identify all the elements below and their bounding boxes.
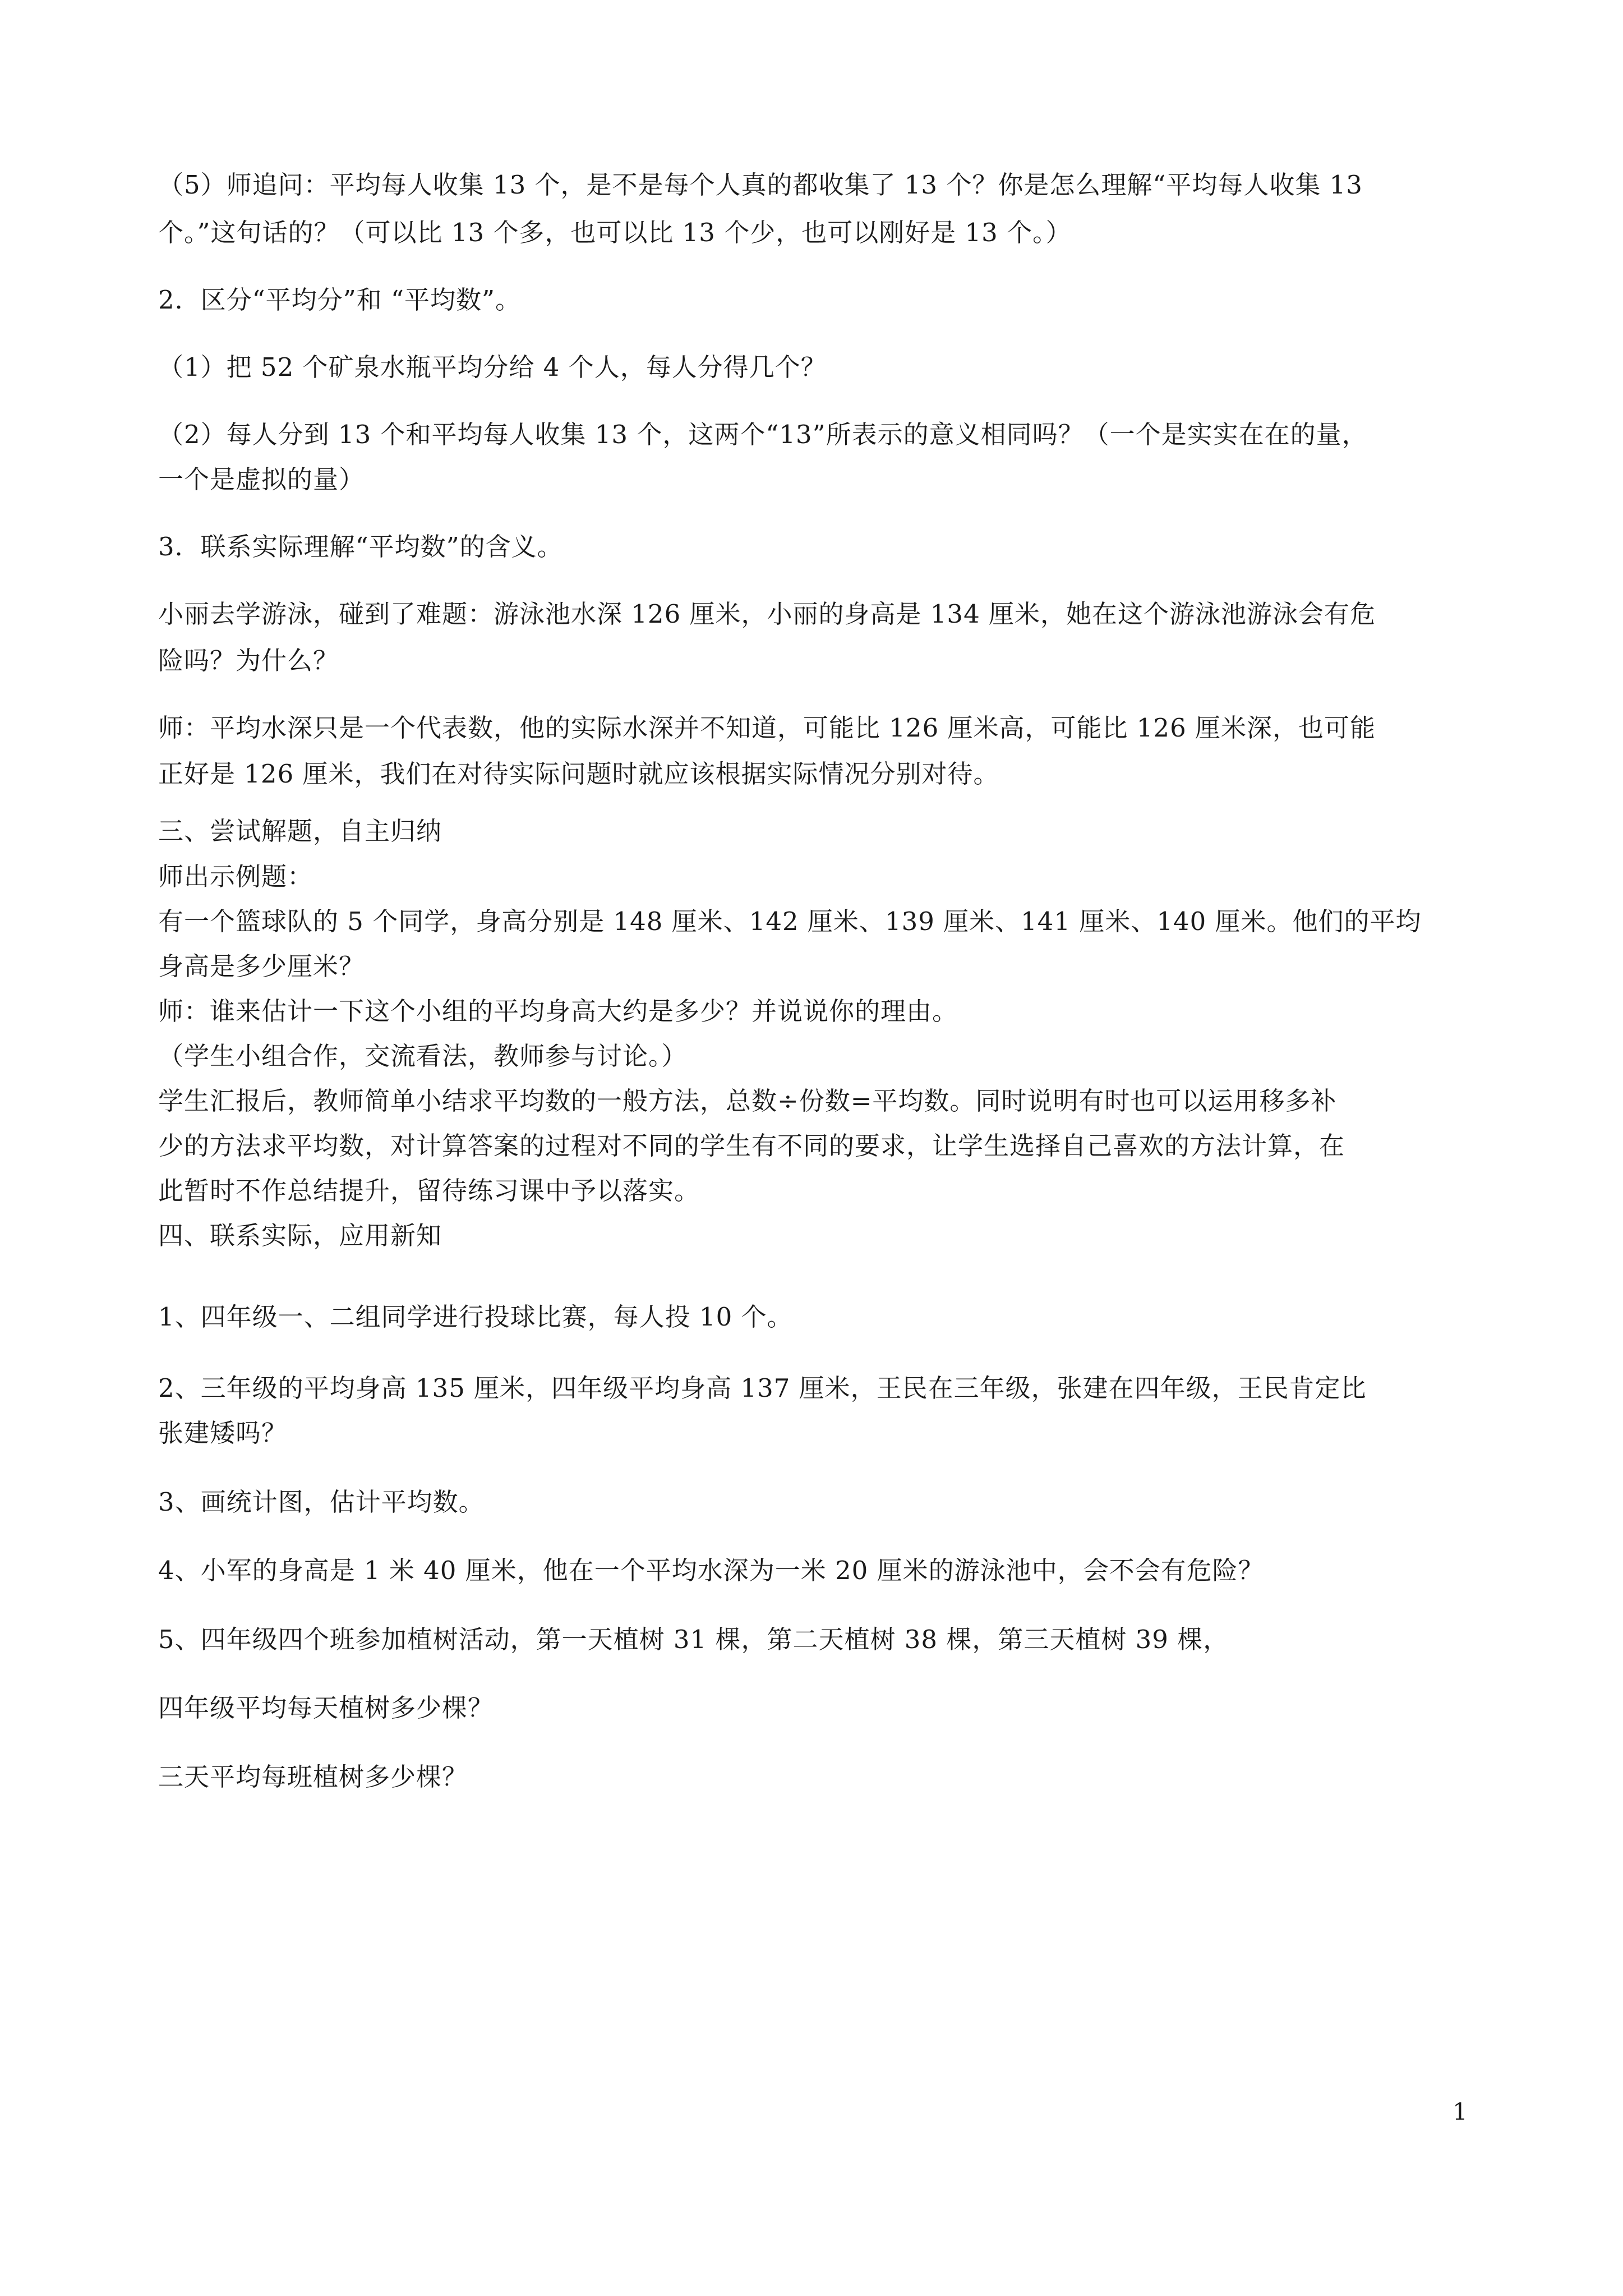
section-heading: 四、联系实际，应用新知 (158, 1221, 442, 1250)
text-line: 三天平均每班植树多少棵？ (158, 1762, 468, 1792)
text-line: 1、四年级一、二组同学进行投球比赛，每人投 10 个。 (158, 1302, 793, 1332)
text-line: 4、小军的身高是 1 米 40 厘米，他在一个平均水深为一米 20 厘米的游泳池中，会不会有危险？ (158, 1556, 1264, 1585)
text-line: 有一个篮球队的 5 个同学，身高分别是 148 厘米、142 厘米、139 厘米、141 厘米、140 厘米。他们的平均 (158, 907, 1422, 936)
text-line: 师：谁来估计一下这个小组的平均身高大约是多少？并说说你的理由。 (158, 996, 958, 1026)
text-line: 险吗？为什么？ (158, 646, 339, 675)
text-line: 学生汇报后，教师简单小结求平均数的一般方法，总数÷份数=平均数。同时说明有时也可以运用移多补 (158, 1086, 1337, 1116)
text-line: 身高是多少厘米？ (158, 951, 365, 981)
text-line: 3．联系实际理解“平均数”的含义。 (158, 532, 563, 562)
text-line: 小丽去学游泳，碰到了难题：游泳池水深 126 厘米，小丽的身高是 134 厘米，她在这个游泳池游泳会有危 (158, 599, 1376, 629)
text-line: 2．区分“平均分”和 “平均数”。 (158, 285, 521, 315)
text-line: 一个是虚拟的量） (158, 464, 365, 494)
page-number: 1 (1453, 2098, 1468, 2125)
text-line: 3、画统计图，估计平均数。 (158, 1487, 485, 1517)
text-line: 师：平均水深只是一个代表数，他的实际水深并不知道，可能比 126 厘米高，可能比 126 厘米深，也可能 (158, 713, 1376, 743)
text-line: 此暂时不作总结提升，留待练习课中予以落实。 (158, 1176, 700, 1205)
text-line: （学生小组合作，交流看法，教师参与讨论。） (158, 1041, 688, 1071)
text-line: 少的方法求平均数，对计算答案的过程对不同的学生有不同的要求，让学生选择自己喜欢的方法计算，在 (158, 1131, 1345, 1161)
text-line: （2）每人分到 13 个和平均每人收集 13 个，这两个“13”所表示的意义相同吗？（一个是实实在在的量， (158, 420, 1368, 449)
text-line: 2、三年级的平均身高 135 厘米，四年级平均身高 137 厘米，王民在三年级，张建在四年级，王民肯定比 (158, 1373, 1367, 1403)
text-line: 四年级平均每天植树多少棵？ (158, 1693, 494, 1723)
text-line: （5）师追问：平均每人收集 13 个，是不是每个人真的都收集了 13 个？你是怎么理解“平均每人收集 13 (158, 170, 1363, 200)
section-heading: 三、尝试解题，自主归纳 (158, 816, 442, 846)
text-line: （1）把 52 个矿泉水瓶平均分给 4 个人，每人分得几个？ (158, 352, 827, 382)
text-line: 张建矮吗？ (158, 1418, 288, 1448)
text-line: 师出示例题： (158, 862, 313, 891)
text-line: 正好是 126 厘米，我们在对待实际问题时就应该根据实际情况分别对待。 (158, 759, 999, 789)
text-line: 个。”这句话的？（可以比 13 个多，也可以比 13 个少，也可以刚好是 13 个。） (158, 218, 1072, 247)
text-line: 5、四年级四个班参加植树活动，第一天植树 31 棵，第二天植树 38 棵，第三天植树 39 棵， (158, 1625, 1229, 1654)
